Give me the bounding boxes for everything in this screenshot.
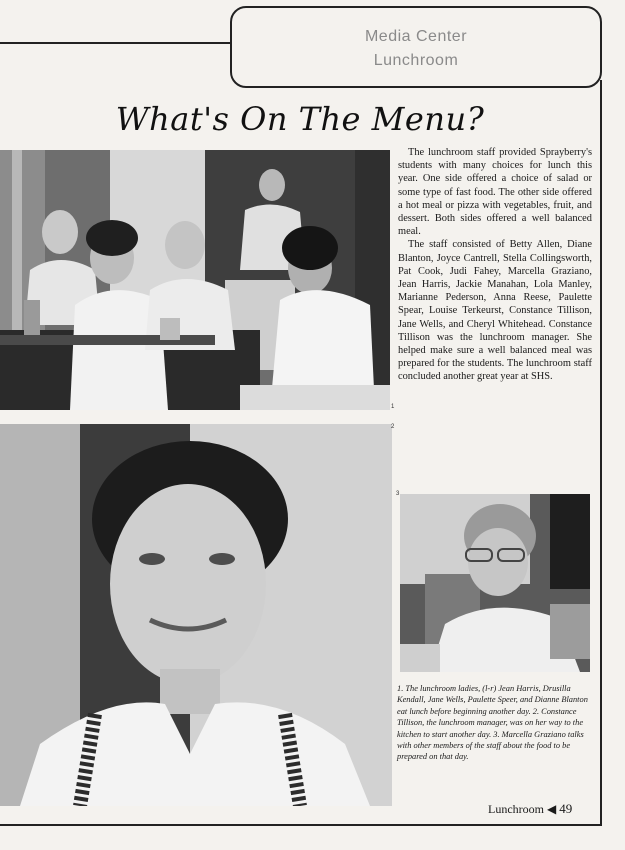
header-rule xyxy=(0,42,232,44)
page-frame-right xyxy=(600,80,602,825)
page-footer xyxy=(488,801,572,817)
left-arrow-icon: ◀ xyxy=(547,801,557,816)
page-number: 49 xyxy=(559,801,573,816)
photo-constance-tillison xyxy=(0,424,395,806)
photo-caption: 1. The lunchroom ladies, (l-r) Jean Harris, Drusilla Kendall, Jane Wells, Paulette Speer, and Dianne Blanton eat lunch before beginning another day. 2. Constance Tillison, the lunchroom manager, was on her way to the kitchen to start another day. 3. Marcella Graziano talks with other members of the staff about the food to be prepared on that day. xyxy=(397,684,588,762)
photo-number-2: 2 xyxy=(391,424,395,430)
article-paragraph-2: The staff consisted of Betty Allen, Diane Blanton, Joyce Cantrell, Stella Collingsworth, Pat Cook, Judi Fahey, Marcella Graziano, Jean Harris, Jackie Manahan, Lola Manley, Marianne Pederson, Anna Reese, Paulette Spear, Louise Terkeurst, Constance Tillison, Jane Wells, and Cheryl Whitehead. Constance Tillison was the lunchroom manager. She helped make sure a well balanced meal was prepared for the students. The lunchroom staff concluded another great year at SHS. xyxy=(398,239,592,383)
photo-number-1: 1 xyxy=(391,404,395,410)
article-paragraph-1: The lunchroom staff provided Sprayberry's students with many choices for lunch this year. One side offered a choice of salad or some type of fast food. The other side offered a hot meal or pizza with vegetables, fruit, and dessert. Both sides offered a well balanced meal. xyxy=(398,147,592,238)
page-frame-bottom xyxy=(0,824,602,826)
section-tab-line-2: Lunchroom xyxy=(373,52,459,69)
section-tab-line-1: Media Center xyxy=(364,28,468,45)
photo-number-3: 3 xyxy=(396,491,400,497)
page-title: What's On The Menu? xyxy=(115,100,485,138)
photo-lunchroom-ladies xyxy=(0,150,390,410)
section-tab xyxy=(230,6,602,88)
footer-section-label: Lunchroom xyxy=(488,801,544,816)
article-body xyxy=(398,146,592,384)
photo-marcella-graziano xyxy=(400,494,590,672)
